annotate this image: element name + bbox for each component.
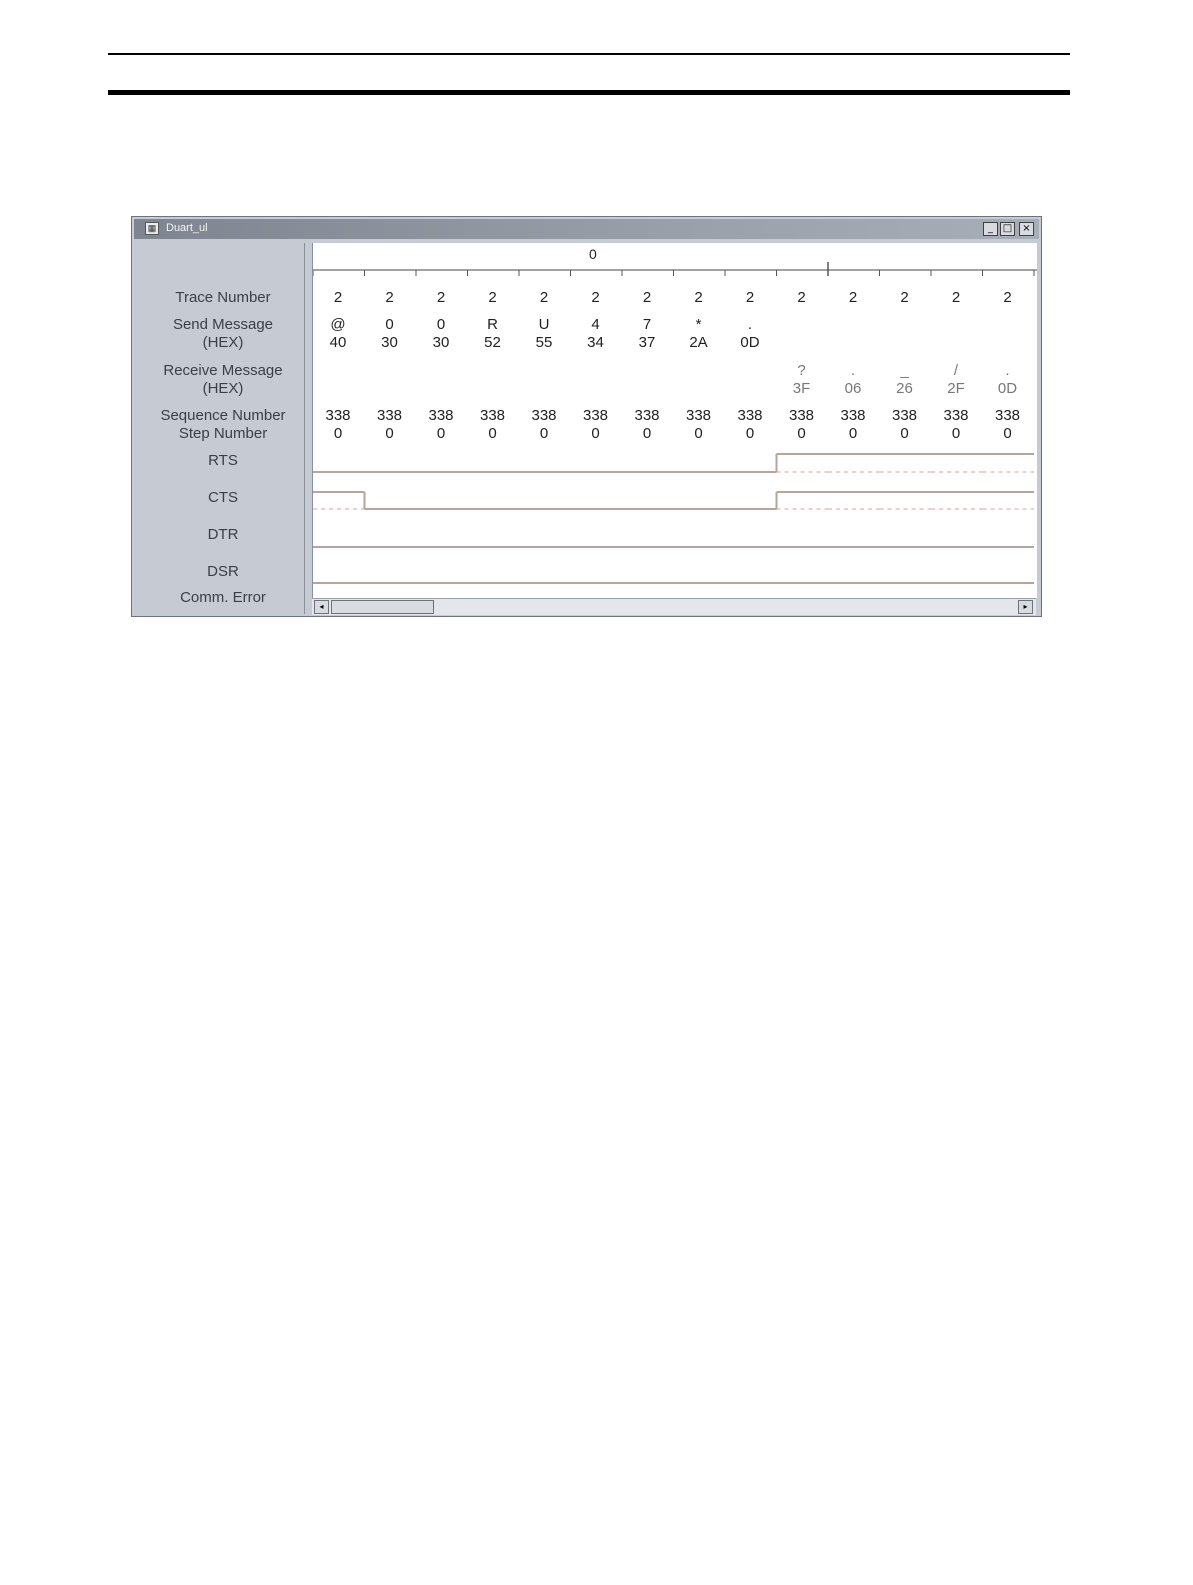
recv-hex-cell: 06 bbox=[844, 380, 862, 397]
label-send-message: Send Message bbox=[172, 316, 274, 333]
sequence-number-cell: 338 bbox=[325, 407, 351, 424]
trace-number-cell: 2 bbox=[745, 289, 755, 306]
scroll-left-icon[interactable]: ◂ bbox=[314, 600, 329, 614]
label-sequence-number: Sequence Number bbox=[160, 407, 286, 424]
sequence-number-cell: 338 bbox=[685, 407, 712, 424]
sequence-number-cell: 338 bbox=[994, 407, 1021, 424]
send-hex-cell: 34 bbox=[587, 334, 604, 351]
window-title: Duart_ul bbox=[166, 222, 208, 234]
sequence-number-cell: 338 bbox=[531, 407, 557, 424]
sequence-number-cell: 338 bbox=[943, 407, 969, 424]
send-char-cell: @ bbox=[330, 316, 346, 333]
trace-number-cell: 2 bbox=[333, 289, 343, 306]
trace-number-cell: 2 bbox=[797, 289, 806, 306]
recv-hex-cell: 2F bbox=[947, 380, 965, 397]
send-char-cell: U bbox=[538, 316, 550, 333]
label-cts: CTS bbox=[208, 489, 238, 506]
send-hex-cell: 55 bbox=[535, 334, 553, 351]
send-hex-cell: 0D bbox=[740, 334, 760, 351]
trace-window bbox=[131, 216, 1042, 617]
label-rts: RTS bbox=[208, 452, 238, 469]
recv-char-cell: ? bbox=[797, 362, 806, 379]
send-hex-cell: 30 bbox=[381, 334, 398, 351]
label-comm-error: Comm. Error bbox=[180, 589, 266, 606]
trace-number-cell: 2 bbox=[951, 289, 961, 306]
trace-number-cell: 2 bbox=[848, 289, 858, 306]
sequence-number-cell: 338 bbox=[376, 407, 403, 424]
close-button[interactable]: × bbox=[1019, 222, 1034, 236]
step-number-cell: 0 bbox=[436, 425, 446, 442]
step-number-cell: 0 bbox=[848, 425, 858, 442]
minimize-button[interactable]: _ bbox=[983, 222, 998, 236]
trace-number-cell: 2 bbox=[488, 289, 497, 306]
send-hex-cell: 37 bbox=[638, 334, 656, 351]
scroll-thumb[interactable] bbox=[331, 600, 434, 614]
header-rule-thick bbox=[108, 90, 1070, 95]
step-number-cell: 0 bbox=[694, 425, 703, 442]
step-number-cell: 0 bbox=[745, 425, 755, 442]
sequence-number-cell: 338 bbox=[634, 407, 660, 424]
send-hex-cell: 52 bbox=[484, 334, 501, 351]
send-hex-cell: 40 bbox=[329, 334, 347, 351]
trace-number-cell: 2 bbox=[591, 289, 600, 306]
sequence-number-cell: 338 bbox=[479, 407, 506, 424]
scroll-right-icon[interactable]: ▸ bbox=[1018, 600, 1033, 614]
trace-number-cell: 2 bbox=[694, 289, 703, 306]
send-char-cell: . bbox=[747, 316, 753, 333]
sequence-number-cell: 338 bbox=[737, 407, 763, 424]
send-hex-cell: 30 bbox=[432, 334, 450, 351]
send-char-cell: * bbox=[695, 316, 702, 333]
sequence-number-cell: 338 bbox=[840, 407, 866, 424]
send-char-cell: 0 bbox=[385, 316, 394, 333]
step-number-cell: 0 bbox=[797, 425, 806, 442]
trace-number-cell: 2 bbox=[900, 289, 909, 306]
trace-number-cell: 2 bbox=[642, 289, 652, 306]
header-rule-thin bbox=[108, 53, 1070, 55]
trace-area[interactable] bbox=[312, 243, 1037, 598]
step-number-cell: 0 bbox=[900, 425, 909, 442]
recv-char-cell: / bbox=[953, 362, 959, 379]
label-trace-number: Trace Number bbox=[175, 289, 271, 306]
label-receive-message-hex: (HEX) bbox=[202, 380, 244, 397]
send-char-cell: 4 bbox=[591, 316, 600, 333]
sequence-number-cell: 338 bbox=[428, 407, 454, 424]
recv-char-cell: _ bbox=[900, 362, 909, 379]
label-step-number: Step Number bbox=[178, 425, 268, 442]
send-char-cell: 7 bbox=[642, 316, 652, 333]
label-receive-message: Receive Message bbox=[163, 362, 283, 379]
label-dtr: DTR bbox=[207, 526, 239, 543]
recv-hex-cell: 3F bbox=[792, 380, 811, 397]
title-bar[interactable] bbox=[134, 219, 1039, 239]
send-char-cell: R bbox=[487, 316, 498, 333]
horizontal-scrollbar[interactable] bbox=[312, 598, 1036, 615]
maximize-button[interactable]: □ bbox=[1000, 222, 1015, 236]
step-number-cell: 0 bbox=[642, 425, 652, 442]
step-number-cell: 0 bbox=[591, 425, 600, 442]
sequence-number-cell: 338 bbox=[891, 407, 918, 424]
axis-zero-label: 0 bbox=[589, 246, 597, 262]
recv-char-cell: . bbox=[850, 362, 856, 379]
step-number-cell: 0 bbox=[539, 425, 549, 442]
step-number-cell: 0 bbox=[488, 425, 497, 442]
trace-number-cell: 2 bbox=[1003, 289, 1012, 306]
label-send-message-hex: (HEX) bbox=[202, 334, 244, 351]
trace-number-cell: 2 bbox=[385, 289, 394, 306]
step-number-cell: 0 bbox=[951, 425, 961, 442]
row-labels-panel bbox=[144, 243, 305, 614]
sequence-number-cell: 338 bbox=[582, 407, 609, 424]
recv-char-cell: . bbox=[1005, 362, 1010, 379]
step-number-cell: 0 bbox=[385, 425, 394, 442]
label-dsr: DSR bbox=[207, 563, 239, 580]
app-window-icon: ▦ bbox=[145, 222, 159, 235]
recv-hex-cell: 0D bbox=[997, 380, 1018, 397]
send-char-cell: 0 bbox=[436, 316, 446, 333]
trace-number-cell: 2 bbox=[436, 289, 446, 306]
step-number-cell: 0 bbox=[1003, 425, 1012, 442]
sequence-number-cell: 338 bbox=[788, 407, 815, 424]
recv-hex-cell: 26 bbox=[896, 380, 913, 397]
send-hex-cell: 2A bbox=[689, 334, 708, 351]
trace-number-cell: 2 bbox=[539, 289, 549, 306]
step-number-cell: 0 bbox=[333, 425, 343, 442]
